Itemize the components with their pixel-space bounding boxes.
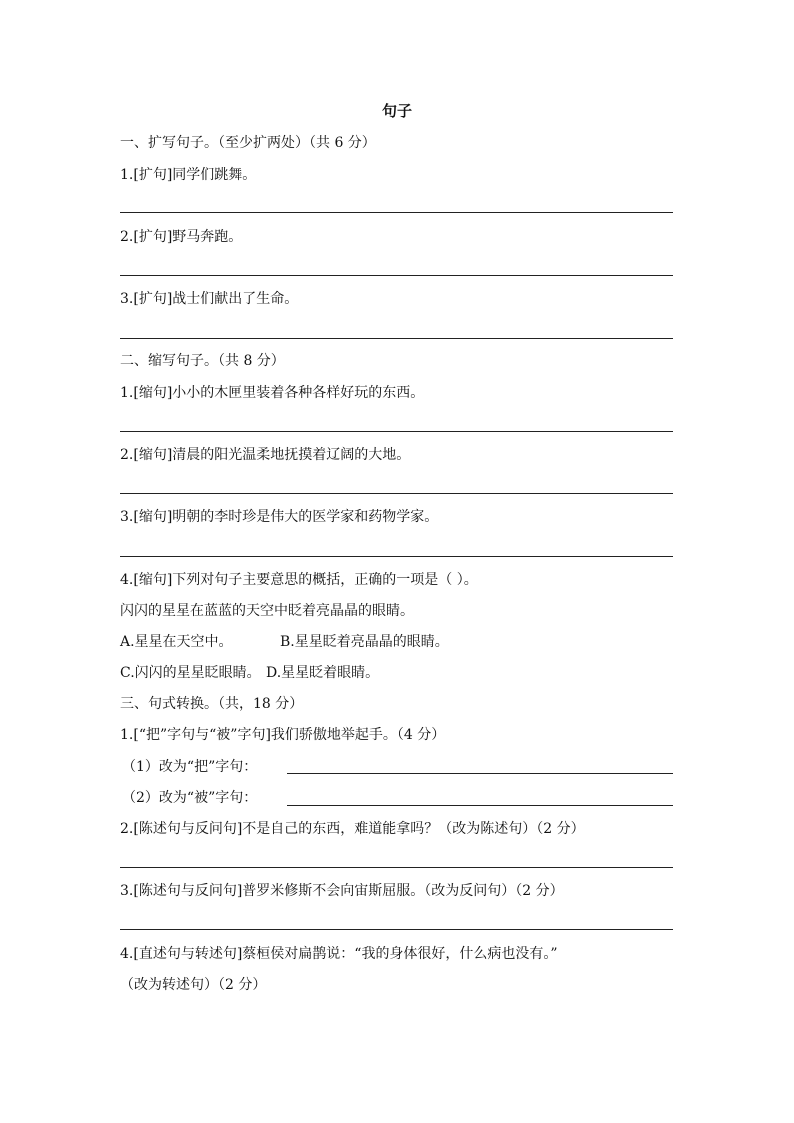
- s3-q4-instruction: （改为转述句）（2 分）: [120, 977, 267, 993]
- section-1-heading: 一、扩写句子。（至少扩两处）（共 6 分）: [120, 135, 376, 151]
- s2-q3-answer-line[interactable]: [120, 556, 673, 557]
- s2-question-3: 3.[缩句]明朝的李时珍是伟大的医学家和药物学家。: [120, 509, 439, 525]
- s2-q4-sentence: 闪闪的星星在蓝蓝的天空中眨着亮晶晶的眼睛。: [120, 603, 414, 619]
- option-b[interactable]: B.星星眨着亮晶晶的眼睛。: [280, 634, 449, 650]
- s3-q1-sub-2-label: （2）改为“被”字句：: [122, 790, 258, 806]
- page-title: 句子: [381, 102, 412, 120]
- section-2-heading: 二、缩写句子。（共 8 分）: [120, 353, 285, 369]
- s3-q1-sub-1-answer-line[interactable]: [287, 773, 673, 774]
- s3-question-1: 1.[“把”字句与“被”字句]我们骄傲地举起手。（4 分）: [120, 727, 446, 743]
- option-a[interactable]: A.星星在天空中。: [120, 634, 233, 650]
- option-c[interactable]: C.闪闪的星星眨眼睛。: [120, 665, 261, 681]
- s2-question-4: 4.[缩句]下列对句子主要意思的概括，正确的一项是（ ）。: [120, 572, 478, 588]
- s1-question-1: 1.[扩句]同学们跳舞。: [120, 167, 257, 183]
- s3-question-2: 2.[陈述句与反问句]不是自己的东西，难道能拿吗？（改为陈述句）（2 分）: [120, 821, 585, 837]
- s3-question-4: 4.[直述句与转述句]蔡桓侯对扁鹊说：“我的身体很好，什么病也没有。”: [120, 946, 558, 962]
- s2-q1-answer-line[interactable]: [120, 431, 673, 432]
- s1-q2-answer-line[interactable]: [120, 275, 673, 276]
- s1-q1-answer-line[interactable]: [120, 212, 673, 213]
- s1-q3-answer-line[interactable]: [120, 338, 673, 339]
- s3-q3-answer-line[interactable]: [120, 929, 673, 930]
- option-d[interactable]: D.星星眨着眼睛。: [266, 665, 380, 681]
- s1-question-3: 3.[扩句]战士们献出了生命。: [120, 291, 299, 307]
- s3-q1-sub-1-label: （1）改为“把”字句：: [122, 759, 258, 775]
- s3-q2-answer-line[interactable]: [120, 867, 673, 868]
- s2-question-1: 1.[缩句]小小的木匣里装着各种各样好玩的东西。: [120, 385, 425, 401]
- s1-question-2: 2.[扩句]野马奔跑。: [120, 229, 243, 245]
- s2-question-2: 2.[缩句]清晨的阳光温柔地抚摸着辽阔的大地。: [120, 447, 411, 463]
- s2-q2-answer-line[interactable]: [120, 493, 673, 494]
- section-3-heading: 三、句式转换。（共，18 分）: [120, 696, 304, 712]
- s3-question-3: 3.[陈述句与反问句]普罗米修斯不会向宙斯屈服。（改为反问句）（2 分）: [120, 883, 564, 899]
- s3-q1-sub-2-answer-line[interactable]: [287, 805, 673, 806]
